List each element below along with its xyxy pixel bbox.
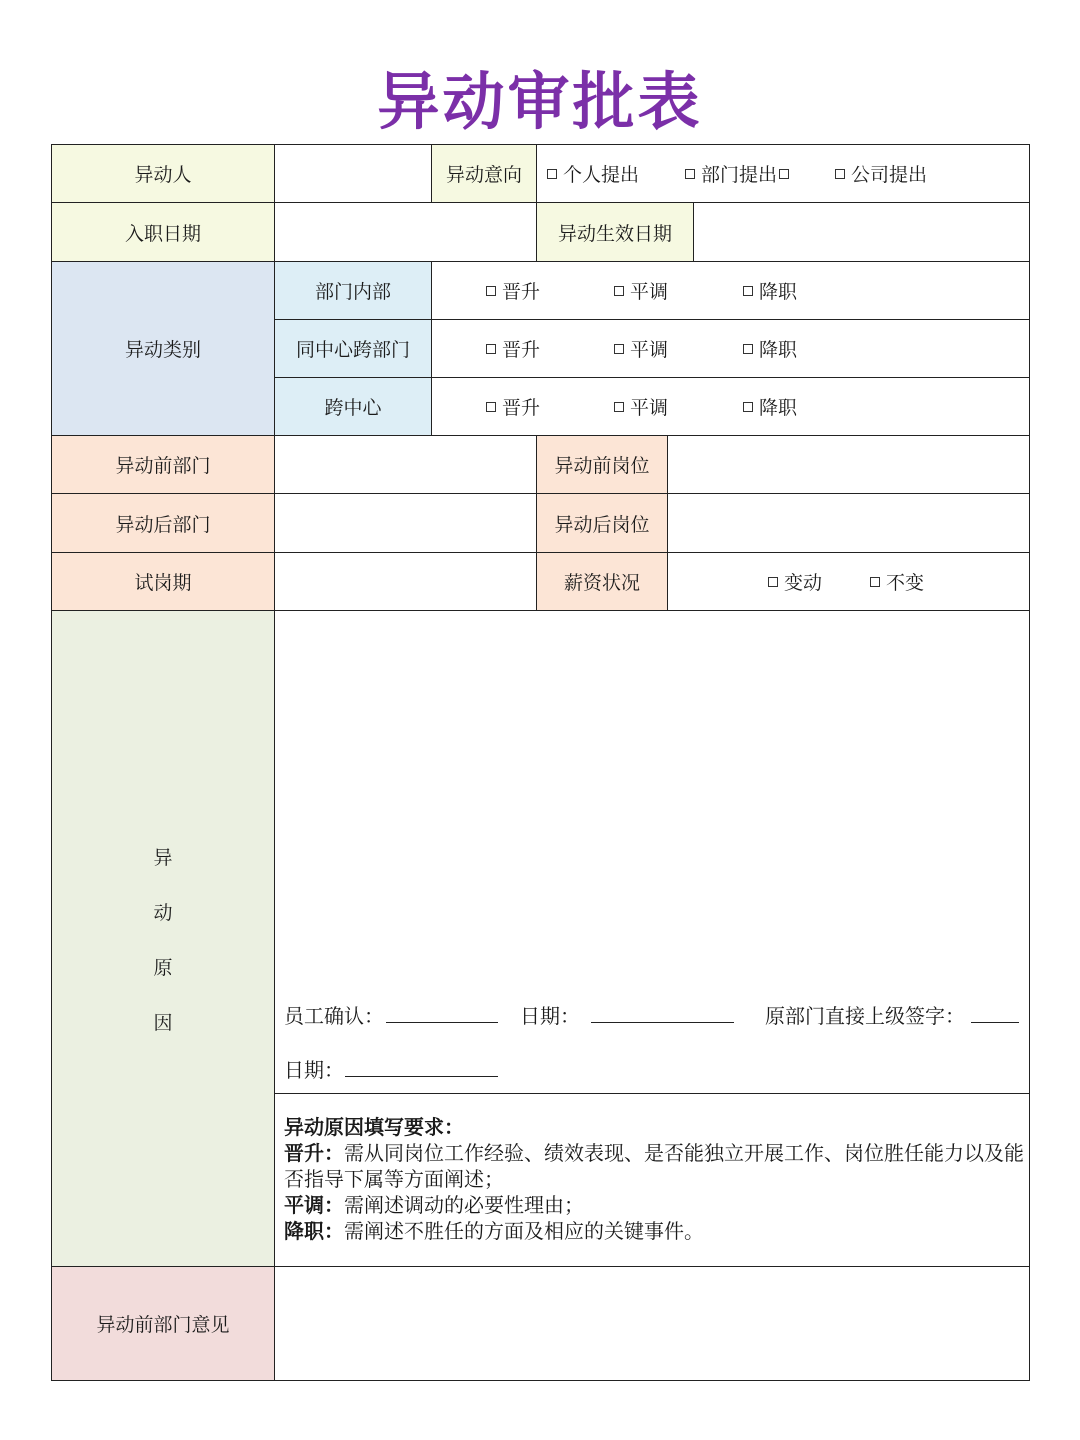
- intent-option-personal[interactable]: 个人提出: [547, 160, 639, 187]
- checkbox-icon: [547, 169, 557, 179]
- requirement-key: 晋升：: [284, 1141, 344, 1165]
- category-label: 异动类别: [51, 261, 275, 436]
- option-promote[interactable]: 晋升: [486, 393, 540, 420]
- probation-label: 试岗期: [51, 552, 275, 611]
- date-label-2: 日期：: [284, 1058, 344, 1082]
- checkbox-icon: [779, 169, 789, 179]
- supervisor-sign-line[interactable]: [971, 1022, 1019, 1023]
- requirement-key: 降职：: [284, 1219, 344, 1243]
- checkbox-icon: [614, 344, 624, 354]
- category-internal-label: 部门内部: [274, 261, 432, 320]
- checkbox-icon: [486, 286, 496, 296]
- intent-option-dept[interactable]: 部门提出: [685, 160, 795, 187]
- opinion-field[interactable]: [274, 1266, 1030, 1381]
- checkbox-icon: [685, 169, 695, 179]
- before-post-label: 异动前岗位: [536, 435, 668, 494]
- requirements-heading: 异动原因填写要求：: [284, 1115, 464, 1139]
- option-transfer[interactable]: 平调: [614, 335, 668, 362]
- before-post-field[interactable]: [667, 435, 1030, 494]
- person-label: 异动人: [51, 144, 275, 203]
- reason-char: 异: [153, 846, 173, 869]
- checkbox-icon: [835, 169, 845, 179]
- option-demote[interactable]: 降职: [743, 277, 797, 304]
- intent-label: 异动意向: [431, 144, 537, 203]
- checkbox-icon: [486, 344, 496, 354]
- requirement-key: 平调：: [284, 1193, 344, 1217]
- salary-options: [667, 552, 1030, 611]
- salary-option-unchanged[interactable]: 不变: [870, 568, 924, 595]
- intent-options: [536, 144, 1030, 203]
- after-post-label: 异动后岗位: [536, 493, 668, 553]
- salary-label: 薪资状况: [536, 552, 668, 611]
- checkbox-icon: [768, 577, 778, 587]
- option-demote[interactable]: 降职: [743, 335, 797, 362]
- probation-field[interactable]: [274, 552, 537, 611]
- option-transfer[interactable]: 平调: [614, 277, 668, 304]
- requirement-text: 需阐述调动的必要性理由；: [344, 1193, 584, 1217]
- person-field[interactable]: [274, 144, 432, 203]
- checkbox-icon: [743, 402, 753, 412]
- checkbox-icon: [743, 286, 753, 296]
- reason-char: 因: [153, 1011, 173, 1034]
- before-dept-label: 异动前部门: [51, 435, 275, 494]
- employee-confirm-label: 员工确认：: [284, 1004, 384, 1028]
- category-cross-center-label: 跨中心: [274, 377, 432, 436]
- checkbox-icon: [486, 402, 496, 412]
- checkbox-icon: [614, 286, 624, 296]
- requirement-text: 需从同岗位工作经验、绩效表现、是否能独立开展工作、岗位胜任能力以及能否指导下属等方面阐述；: [284, 1141, 1024, 1191]
- category-cross-dept-label: 同中心跨部门: [274, 319, 432, 378]
- intent-option-company[interactable]: 公司提出: [835, 160, 927, 187]
- option-transfer[interactable]: 平调: [614, 393, 668, 420]
- checkbox-icon: [614, 402, 624, 412]
- reason-label: [51, 610, 275, 1267]
- after-post-field[interactable]: [667, 493, 1030, 553]
- checkbox-icon: [743, 344, 753, 354]
- category-internal-options: [431, 261, 1030, 320]
- employee-sign-line[interactable]: [386, 1022, 498, 1023]
- date-label: 日期：: [520, 1004, 580, 1028]
- option-promote[interactable]: 晋升: [486, 277, 540, 304]
- hire-date-field[interactable]: [274, 202, 537, 262]
- reason-char: 动: [153, 901, 173, 924]
- checkbox-icon: [870, 577, 880, 587]
- date-line-2[interactable]: [345, 1076, 498, 1077]
- requirements-text: [284, 1114, 1024, 1244]
- opinion-label: 异动前部门意见: [51, 1266, 275, 1381]
- after-dept-label: 异动后部门: [51, 493, 275, 553]
- date-line[interactable]: [591, 1022, 734, 1023]
- after-dept-field[interactable]: [274, 493, 537, 553]
- option-promote[interactable]: 晋升: [486, 335, 540, 362]
- hire-date-label: 入职日期: [51, 202, 275, 262]
- category-cross-center-options: [431, 377, 1030, 436]
- effective-date-field[interactable]: [693, 202, 1030, 262]
- effective-date-label: 异动生效日期: [536, 202, 694, 262]
- requirement-text: 需阐述不胜任的方面及相应的关键事件。: [344, 1219, 704, 1243]
- option-demote[interactable]: 降职: [743, 393, 797, 420]
- reason-char: 原: [153, 956, 173, 979]
- salary-option-change[interactable]: 变动: [768, 568, 822, 595]
- before-dept-field[interactable]: [274, 435, 537, 494]
- supervisor-sign-label: 原部门直接上级签字：: [765, 1004, 965, 1028]
- category-cross-dept-options: [431, 319, 1030, 378]
- form-title: 异动审批表: [377, 65, 703, 138]
